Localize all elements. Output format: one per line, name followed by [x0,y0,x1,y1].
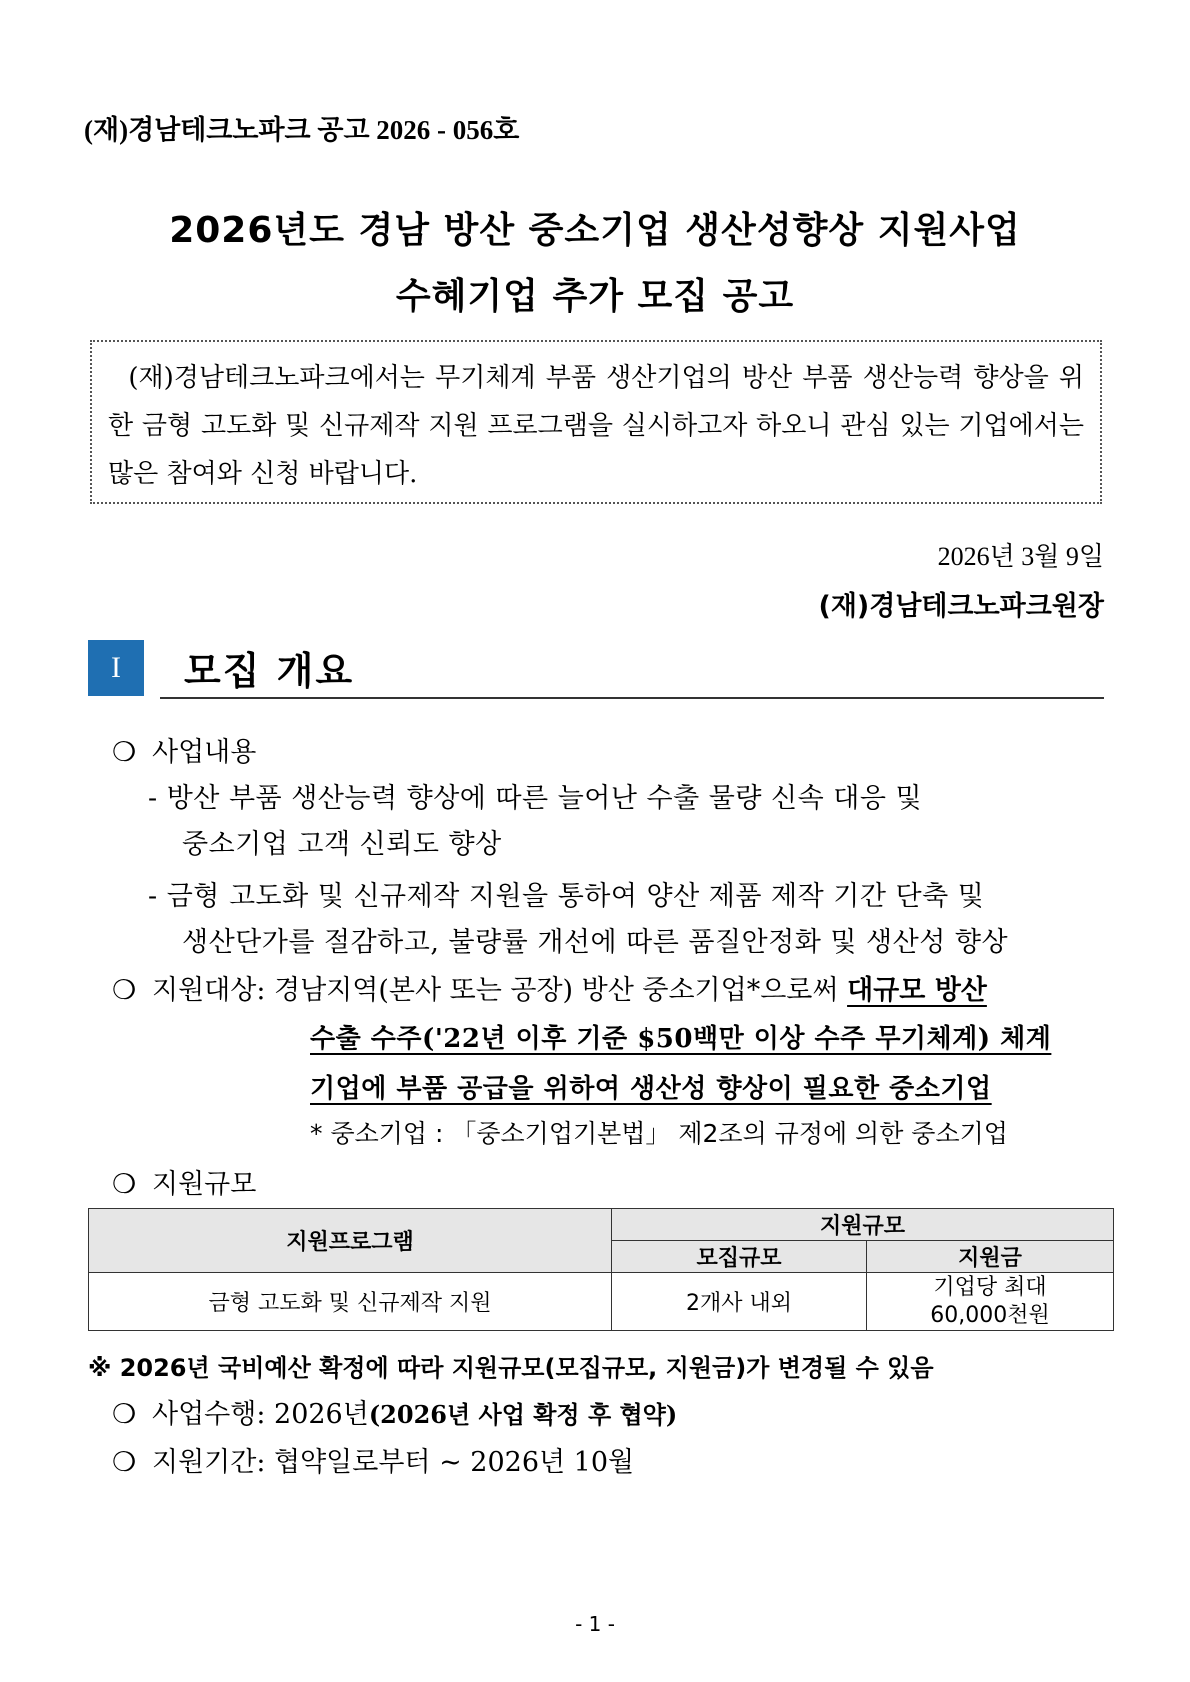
execution-label: 사업수행 [152,1399,257,1430]
business-item-2-line1: 금형 고도화 및 신규제작 지원을 통하여 양산 제품 제작 기간 단축 및 [166,881,985,912]
support-scale-table [88,1208,1114,1331]
target-line1: ❍ 지원대상: 경남지역(본사 또는 공장) 방산 중소기업*으로써 대규모 방산 [112,975,987,1006]
document-title-line1: 2026년도 경남 방산 중소기업 생산성향상 지원사업 [169,210,1021,251]
execution-line: ❍ 사업수행: 2026년(2026년 사업 확정 후 협약) [112,1399,678,1430]
intro-text-content: (재)경남테크노파크에서는 무기체계 부품 생산기업의 방산 부품 생산능력 향상을 위한 금형 고도화 및 신규제작 지원 프로그램을 실시하고자 하오니 관심 있는 기업에서는 많은 참여와 신청 바랍니다. [108,363,1084,489]
program-cell: 금형 고도화 및 신규제작 지원 [89,1273,612,1331]
circle-bullet-icon: ❍ [112,737,137,768]
target-emphasis-1: 대규모 방산 [847,975,987,1006]
recruit-cell: 2개사 내외 [612,1273,867,1331]
col-program-header: 지원프로그램 [89,1209,612,1273]
target-footnote: * 중소기업 : 「중소기업기본법」 제2조의 규정에 의한 중소기업 [310,1119,1008,1148]
page-number: - 1 - [575,1612,615,1636]
col-amount-header: 지원금 [867,1241,1114,1273]
dash-bullet-icon: - [148,783,167,814]
section-number-badge: I [88,640,144,696]
col-scale-header: 지원규모 [612,1209,1114,1241]
table-row [89,1273,1114,1331]
business-item-1-line2: 중소기업 고객 신뢰도 향상 [182,829,502,860]
business-heading [112,730,256,769]
scale-heading [112,1162,256,1201]
circle-bullet-icon: ❍ [112,1447,137,1478]
period-line: ❍ 지원기간: 협약일로부터 ~ 2026년 10월 [112,1447,635,1478]
circle-bullet-icon: ❍ [112,1169,137,1200]
amount-line1: 기업당 최대 [933,1274,1047,1300]
business-item-1-line1: 방산 부품 생산능력 향상에 따른 늘어난 수출 물량 신속 대응 및 [166,783,923,814]
budget-note: ※ 2026년 국비예산 확정에 따라 지원규모(모집규모, 지원금)가 변경될 수 있음 [88,1354,934,1382]
circle-bullet-icon: ❍ [112,975,137,1006]
issuer: (재)경남테크노파크원장 [818,591,1104,622]
scale-label: 지원규모 [152,1169,257,1200]
circle-bullet-icon: ❍ [112,1399,137,1430]
business-item-1 [148,776,922,815]
business-label: 사업내용 [152,737,257,768]
section-divider [160,697,1104,699]
col-recruit-header: 모집규모 [612,1241,867,1273]
target-text: 경남지역(본사 또는 공장) 방산 중소기업*으로써 [274,975,839,1006]
execution-detail: (2026년 사업 확정 후 협약) [368,1400,678,1429]
amount-cell [867,1273,1114,1331]
intro-text [108,354,1084,498]
target-label: 지원대상 [152,975,257,1006]
business-item-2-line2: 생산단가를 절감하고, 불량률 개선에 따른 품질안정화 및 생산성 향상 [182,927,1009,958]
period-value: 협약일로부터 ~ 2026년 10월 [274,1447,635,1478]
dash-bullet-icon: - [148,881,167,912]
notice-number: (재)경남테크노파크 공고 2026 - 056호 [84,115,520,145]
document-title-line2: 수혜기업 추가 모집 공고 [395,276,795,317]
section-title: 모집 개요 [184,649,355,693]
period-label: 지원기간 [152,1447,257,1478]
target-emphasis-3: 기업에 부품 공급을 위하여 생산성 향상이 필요한 중소기업 [310,1074,992,1104]
issue-date: 2026년 3월 9일 [937,542,1104,571]
execution-value: 2026년 [274,1399,369,1430]
business-item-2 [148,874,984,913]
target-emphasis-2: 수출 수주('22년 이후 기준 $50백만 이상 수주 무기체계) 체계 [310,1024,1052,1054]
intro-box [90,340,1102,504]
amount-line2: 60,000천원 [930,1302,1050,1328]
